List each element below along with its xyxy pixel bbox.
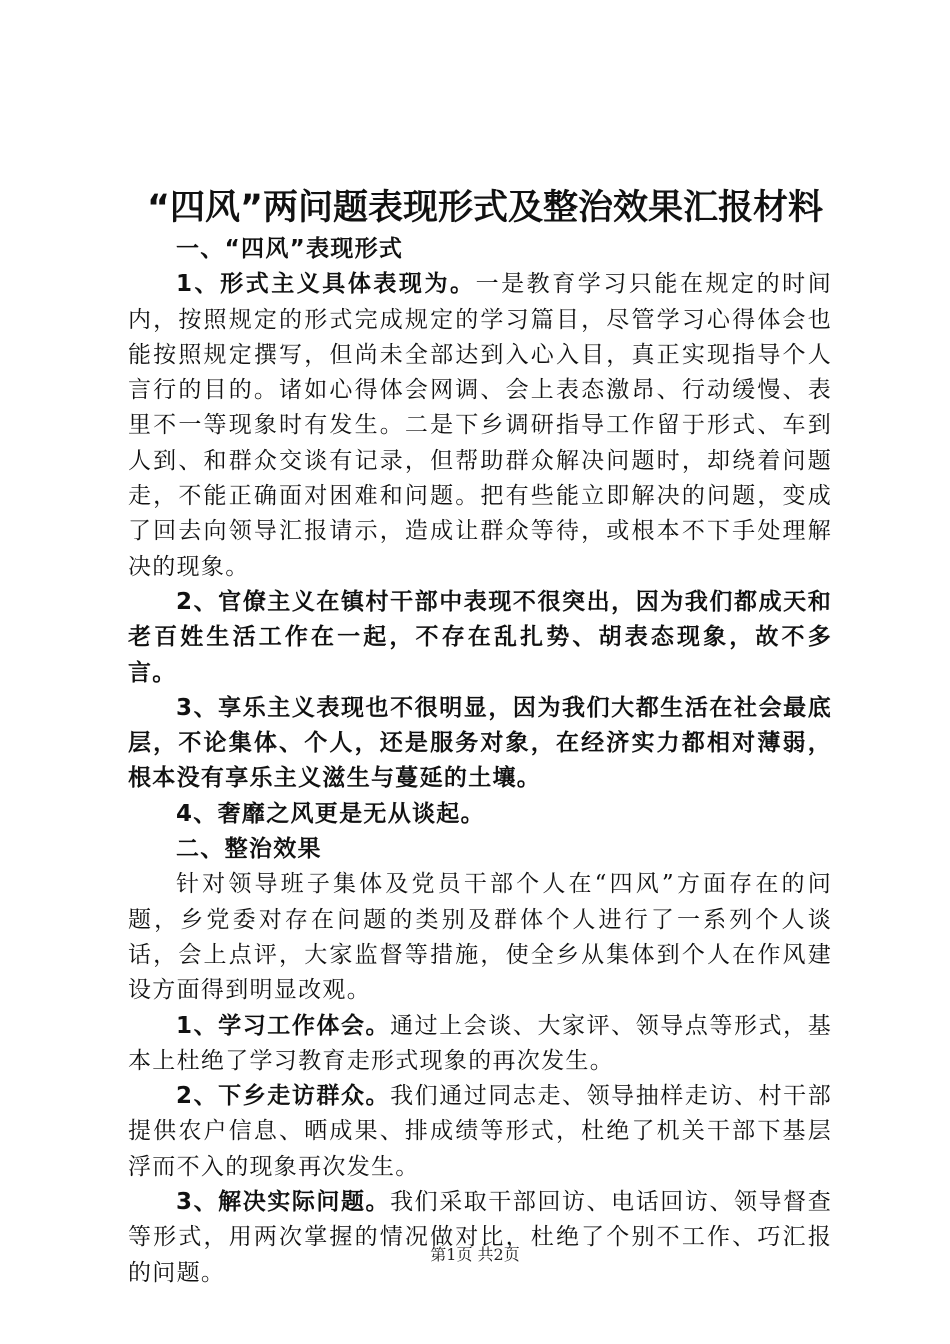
paragraph-text: 我们采取干部回访、电话回访、领导督查等形式，用两次掌握的情况做对比，杜绝了个别不工作、巧汇报的问题。 bbox=[128, 1189, 832, 1286]
document-title: “四风”两问题表现形式及整治效果汇报材料 bbox=[146, 188, 823, 228]
section-heading-forms: 一、“四风”表现形式 bbox=[176, 236, 404, 262]
paragraph-problems bbox=[128, 1185, 832, 1291]
paragraph-lead: 2、下乡走访群众。 bbox=[176, 1083, 391, 1110]
paragraph-text: 一是教育学习只能在规定的时间内，按照规定的形式完成规定的学习篇目，尽管学习心得体会也能按照规定撰写，但尚未全部达到入心入目，真正实现指导个人言行的目的。诸如心得体会网调、会上表态激昂、行动缓慢、表里不一等现象时有发生。二是下乡调研指导工作留于形式、车到人到、和群众交谈有记录，但帮助群众解决问题时，却绕着问题走，不能正确面对困难和问题。把有些能立即解决的问题，变成了回去向领导汇报请示，造成让群众等待，或根本不下手处理解决的现象。 bbox=[128, 271, 832, 580]
paragraph-lead: 1、学习工作体会。 bbox=[176, 1012, 391, 1039]
paragraph-text: 我们通过同志走、领导抽样走访、村干部提供农户信息、晒成果、排成绩等形式，杜绝了机关干部下基层浮而不入的现象再次发生。 bbox=[128, 1083, 832, 1180]
paragraph-hedonism: 3、享乐主义表现也不很明显，因为我们大都生活在社会最底层，不论集体、个人，还是服务对象，在经济实力都相对薄弱，根本没有享乐主义滋生与蔓延的土壤。 bbox=[128, 694, 832, 792]
document-body bbox=[128, 232, 832, 1291]
page-footer: 第1页 共2页 bbox=[430, 1245, 520, 1264]
paragraph-study bbox=[128, 1009, 832, 1080]
paragraph-effects-intro: 针对领导班子集体及党员干部个人在“四风”方面存在的问题，乡党委对存在问题的类别及群体个人进行了一系列个人谈话，会上点评，大家监督等措施，使全乡从集体到个人在作风建设方面得到明显改观。 bbox=[128, 871, 832, 1004]
paragraph-visits bbox=[128, 1079, 832, 1185]
paragraph-extravagance: 4、奢靡之风更是无从谈起。 bbox=[176, 800, 485, 827]
paragraph-lead: 1、形式主义具体表现为。 bbox=[176, 271, 476, 298]
paragraph-text: 通过上会谈、大家评、领导点等形式，基本上杜绝了学习教育走形式现象的再次发生。 bbox=[128, 1012, 832, 1074]
section-heading-effects: 二、整治效果 bbox=[176, 836, 322, 863]
paragraph-formalism bbox=[128, 267, 832, 585]
paragraph-bureaucratism: 2、官僚主义在镇村干部中表现不很突出，因为我们都成天和老百姓生活工作在一起，不存在乱扎势、胡表态现象，故不多言。 bbox=[128, 588, 832, 686]
paragraph-lead: 3、解决实际问题。 bbox=[176, 1189, 391, 1216]
